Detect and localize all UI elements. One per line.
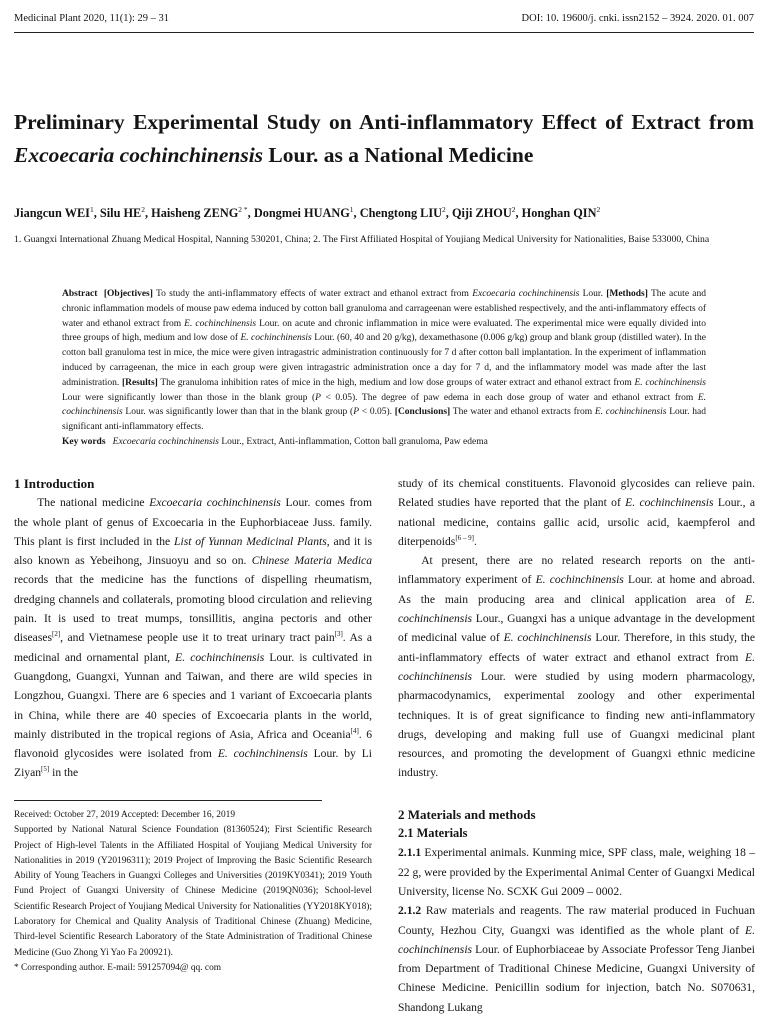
funding-note: Supported by National Natural Science Foundation (81360524); First Scientific Research Project of High-level Talents in the Affiliated Hospital of Youjiang Medical University for Nationalities in 2019 (Y20196311); 2019 Project of Improving the Basic Scientific Research Ability of Young Teachers in Guangxi Colleges and Universities (2019KY0341); 2019 Youth Fund Project of Guangxi University of Chinese Medicine (2019QN036); School-level Scientific Research Project of Youjiang Medical University for Nationalities (YY2018KY018); Laboratory for Chemical and Quality Analysis of Traditional Chinese (Zhuang) Medicine, Third-level Scientific Research Laboratory of the State Administration of Traditional Chinese Medicine (Guo Zhong Yi Yao Fa 200921). (14, 825, 372, 958)
article-title: Preliminary Experimental Study on Anti-inflammatory Effect of Extract from Excoecaria cochinchinensis Lour. as a National Medicine (14, 110, 754, 167)
author-affiliation-mark: 2 (511, 205, 516, 214)
author-separator: , (247, 206, 254, 221)
author-affiliation-mark: 1 (349, 205, 354, 214)
footnote (14, 808, 372, 976)
author-affiliation-mark: 2 (141, 205, 145, 214)
author-name: Dongmei HUANG (253, 206, 350, 221)
author-name: Jiangcun WEI (14, 206, 90, 221)
corresponding-author: * Corresponding author. E-mail: 591257094@ qq. com (14, 962, 222, 973)
author-separator: , (353, 206, 360, 221)
author-separator: , (93, 206, 100, 221)
section-heading-introduction: 1 Introduction (14, 476, 95, 491)
author-affiliation-mark: 2 * (238, 205, 248, 214)
left-column (14, 474, 372, 783)
received-date: Received: October 27, 2019 Accepted: December 16, 2019 (14, 810, 236, 820)
author-affiliation-mark: 2 (442, 205, 446, 214)
author-separator: , (515, 206, 522, 221)
header-rule (14, 32, 754, 33)
author-name: Qiji ZHOU (451, 206, 512, 221)
section-2-1-1: 2.1.1 Experimental animals. Kunming mice, SPF class, male, weighing 18 – 22 g, were provided by the Experimental Animal Center of Guangxi Medical University, license No. SCXK Gui 2009 – 0002. (398, 846, 755, 898)
author-name: Honghan QIN (521, 206, 597, 221)
affiliations: 1. Guangxi International Zhuang Medical Hospital, Nanning 530201, China; 2. The First Affiliated Hospital of Youjiang Medical University for Nationalities, Baise 533000, China (14, 234, 710, 245)
author-separator: , (445, 206, 452, 221)
section-2-1-2: 2.1.2 Raw materials and reagents. The raw material produced in Fuchuan County, Hezhou City, Guangxi was identified as the whole plant of E. cochinchinensis Lour. of Euphorbiaceae by Associate Professor Teng Jianbei from Department of Traditional Chinese Medicine, Guangxi University of Chinese Medicine. Penicillin sodium for injection, batch No. S070631, Shandong Lukang (398, 904, 755, 1014)
author-affiliation-mark: 2 (596, 205, 601, 214)
doi: DOI: 10. 19600/j. cnki. issn2152 – 3924. 2020. 01. 007 (521, 13, 754, 24)
author-name: Chengtong LIU (359, 206, 443, 221)
subsection-heading-materials: 2.1 Materials (398, 826, 468, 841)
author-list (14, 205, 754, 221)
running-header (14, 13, 754, 24)
section-heading-materials-methods: 2 Materials and methods (398, 806, 536, 822)
right-column (398, 474, 755, 1017)
intro-paragraph-continued: study of its chemical constituents. Flavonoid glycosides can relieve pain. Related studies have reported that the plant of E. cochinchinensis Lour., a national medicine, contains gallic acid, ursolic acid, kaempferol and diterpenoids[6 – 9]. (398, 477, 756, 548)
intro-paragraph-2: At present, there are no related research reports on the anti-inflammatory experiment of E. cochinchinensis Lour. at home and abroad. As the main producing area and clinical application area of E. cochinchinensis Lour., Guangxi has a unique advantage in the development of medicinal value of E. cochinchinensis Lour. Therefore, in this study, the anti-inflammatory effects of water extract and ethanol extract from E. cochinchinensis Lour. were studied by using modern pharmacology, pharmacodynamics, experimental zoology and other experimental techniques. It is of great significance to finding new anti-inflammatory drugs, developing and making full use of Guangxi medicinal plant resources, and promoting the development of Guangxi ethnic medicine industry. (398, 554, 755, 780)
author-separator: , (145, 206, 152, 221)
journal-citation: Medicinal Plant 2020, 11(1): 29 – 31 (14, 13, 170, 24)
author-name: Silu HE (99, 206, 142, 221)
author-name: Haisheng ZENG (151, 206, 239, 221)
abstract-body: Abstract [Objectives] To study the anti-inflammatory effects of water extract and ethanol extract from Excoecaria cochinchinensis Lour. [Methods] The acute and chronic inflammation models of mouse paw edema induced by cotton ball granuloma and carrageenan were established respectively, and the anti-inflammatory effects of water and ethanol extract from E. cochinchinensis Lour. on acute and chronic inflammation in mice were evaluated. The experimental mice were equally divided into three groups of high, medium and low dose of E. cochinchinensis Lour. (60, 40 and 20 g/kg), dexamethasone (0.006 g/kg) group and blank group (distilled water). In the cotton ball granuloma test in mice, the mice were given intragastric administration continuously for 7 d after cotton ball implantation. In the experiment of inflammation induced by carrageenan, the mice in each group were given intragastric administration once a day for 7 d, and the inflammatory model was made after the last administration. [Results] The granuloma inhibition rates of mice in the high, medium and low dose groups of water extract and ethanol extract from E. cochinchinensis Lour were significantly lower than those in the blank group (P < 0.05). The degree of paw edema in each dose group of water and ethanol extract from E. cochinchinensis Lour. was significantly lower than that in the blank group (P < 0.05). [Conclusions] The water and ethanol extracts from E. cochinchinensis Lour. had significant anti-inflammatory effects. (62, 289, 707, 433)
footnote-rule (14, 800, 322, 801)
keywords: Key words Excoecaria cochinchinensis Lour., Extract, Anti-inflammation, Cotton ball granuloma, Paw edema (62, 436, 488, 447)
author-affiliation-mark: 1 (89, 205, 94, 214)
intro-paragraph: The national medicine Excoecaria cochinchinensis Lour. comes from the whole plant of genus of Excoecaria in the Euphorbiaceae Juss. family. This plant is first included in the List of Yunnan Medicinal Plants, and it is also known as Yebeihong, Jinsuoyu and so on. Chinese Materia Medica records that the medicine has the functions of dispelling rheumatism, dredging channels and collaterals, promoting blood circulation and relieving pain. It is used to treat mumps, tonsillitis, angina pectoris and other diseases[2], and Vietnamese people use it to treat urinary tract pain[3]. As a medicinal and ornamental plant, E. cochinchinensis Lour. is cultivated in Guangdong, Guangxi, Yunnan and Taiwan, and there are wild species in Longzhou, Guangxi. There are 6 species and 1 variant of Excoecaria plants in China, while there are 40 species of Excoecaria plants in the world, mainly distributed in the tropical regions of Asia, Africa and Oceania[4]. 6 flavonoid glycosides were isolated from E. cochinchinensis Lour. by Li Ziyan[5] in the (14, 496, 373, 780)
abstract (62, 287, 706, 450)
